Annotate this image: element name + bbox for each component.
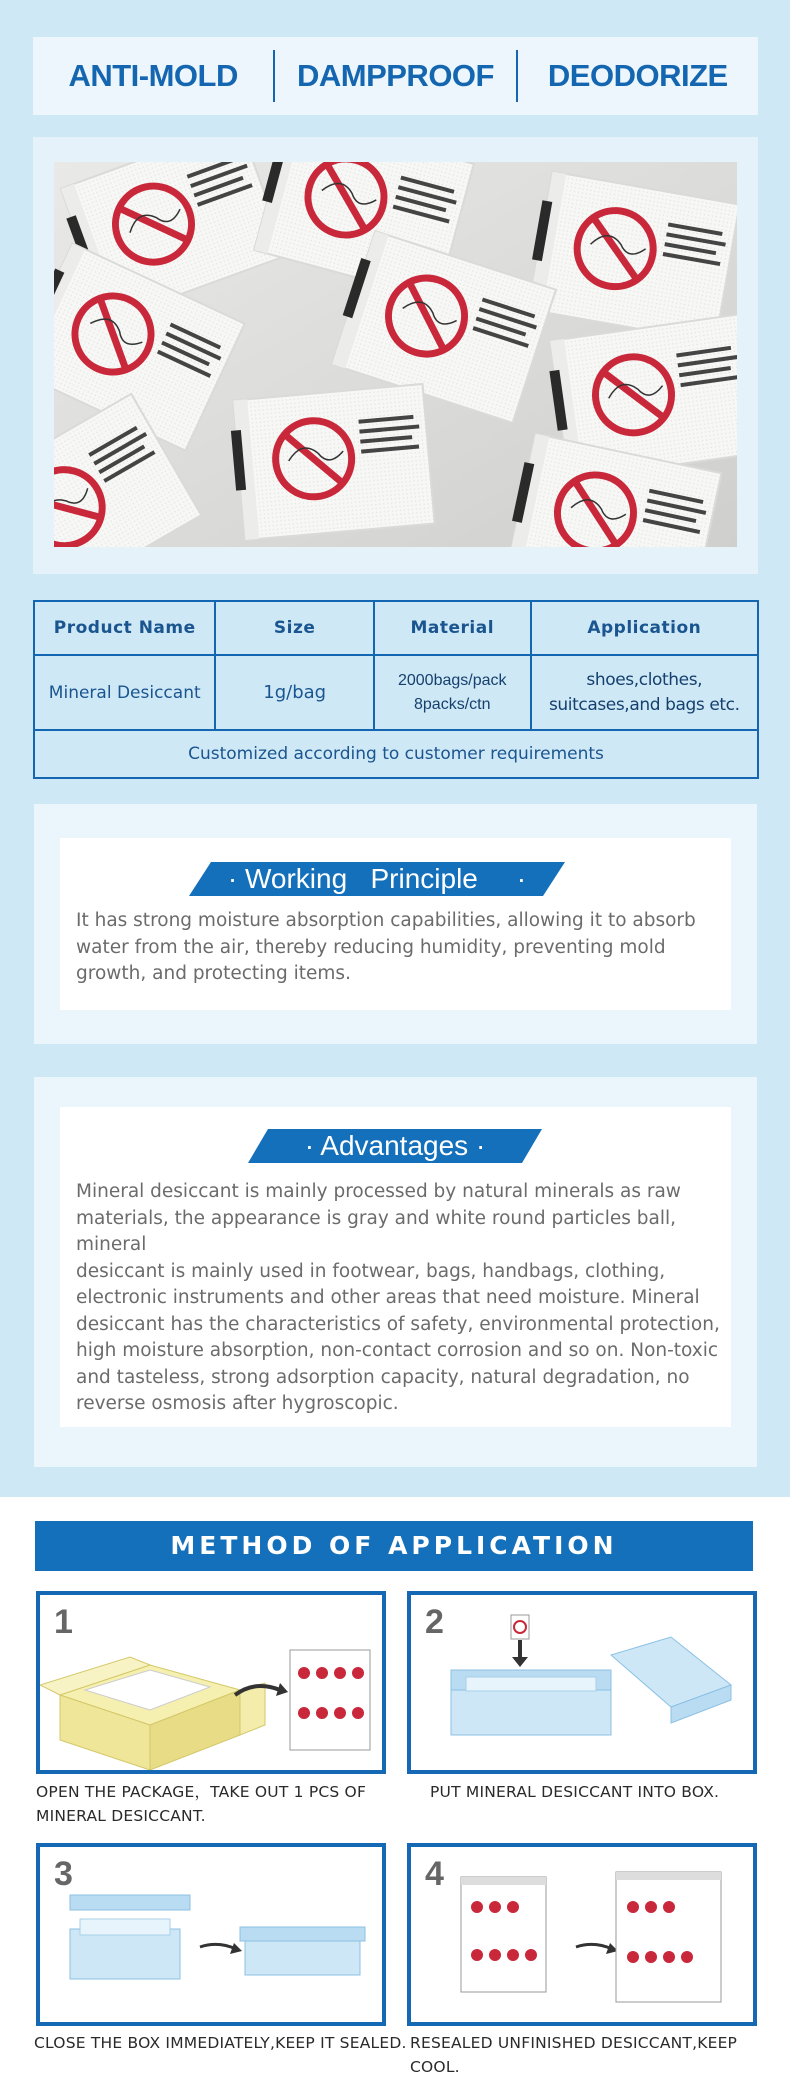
table-row (34, 655, 758, 730)
step-number: 1 (54, 1603, 73, 1641)
text-line: growth, and protecting items. (76, 963, 351, 984)
caption-line: CLOSE THE BOX IMMEDIATELY,KEEP IT SEALED. (34, 2034, 407, 2052)
caption-line: PUT MINERAL DESICCANT INTO BOX. (430, 1783, 720, 1801)
cell-product-name: Mineral Desiccant (34, 655, 215, 730)
step-3-box (36, 1843, 386, 2026)
feature-banner (33, 37, 758, 115)
step-2-box (407, 1591, 757, 1774)
working-principle-title-text: · Working Principle · (227, 863, 527, 894)
reseal-bag-illustration (411, 1847, 753, 2022)
put-into-box-illustration (411, 1595, 753, 1770)
text-line: high moisture absorption, non-contact corrosion and so on. Non-toxic (76, 1340, 719, 1361)
step-3-caption (34, 2031, 407, 2055)
text-line: It has strong moisture absorption capabilities, allowing it to absorb (76, 910, 696, 931)
open-package-illustration (40, 1595, 382, 1770)
working-principle-card (60, 838, 731, 1010)
table-footer-row (34, 730, 758, 778)
table-header-row (34, 601, 758, 655)
text-line: desiccant is mainly used in footwear, bags, handbags, clothing, (76, 1260, 666, 1282)
application-line-1: shoes,clothes, (586, 669, 703, 690)
text-line: and tasteless, strong adsorption capacity, natural degradation, no (76, 1366, 690, 1388)
text-line: desiccant has the characteristics of safety, environmental protection, (76, 1313, 720, 1335)
header-application: Application (531, 601, 758, 655)
working-principle-section (34, 804, 757, 1044)
step-number: 3 (54, 1855, 73, 1893)
step-1-box (36, 1591, 386, 1774)
feature-dampproof: DAMPPROOF (296, 58, 494, 93)
advantages-title (248, 1129, 542, 1163)
caption-line: MINERAL DESICCANT. (36, 1807, 206, 1825)
cell-application (531, 655, 758, 730)
close-box-illustration (40, 1847, 382, 2022)
spec-table (33, 600, 759, 779)
feature-anti-mold: ANTI-MOLD (68, 58, 238, 93)
text-line: reverse osmosis after hygroscopic. (76, 1393, 399, 1414)
text-line: electronic instruments and other areas that need moisture. Mineral (76, 1287, 700, 1308)
working-principle-text (76, 908, 726, 988)
step-number: 2 (425, 1603, 444, 1641)
caption-line: OPEN THE PACKAGE，TAKE OUT 1 PCS OF (36, 1783, 367, 1801)
advantages-section (34, 1077, 757, 1467)
header-material: Material (374, 601, 531, 655)
photo-frame (33, 137, 758, 574)
header-size: Size (215, 601, 373, 655)
customization-note: Customized according to customer requirements (34, 730, 758, 778)
material-line-2: 8packs/ctn (414, 695, 491, 713)
cell-material (374, 655, 531, 730)
step-number: 4 (425, 1855, 444, 1893)
text-line: materials, the appearance is gray and white round particles ball, mineral (76, 1207, 676, 1255)
advantages-card (60, 1107, 731, 1427)
header-product-name: Product Name (34, 601, 215, 655)
advantages-text (76, 1179, 726, 1418)
desiccant-sachets-photo (54, 162, 737, 547)
cell-size: 1g/bag (215, 655, 373, 730)
step-1-caption (36, 1780, 366, 1828)
text-line: water from the air, thereby reducing humidity, preventing mold (76, 936, 666, 958)
caption-line: RESEALED UNFINISHED DESICCANT,KEEP COOL. (410, 2034, 738, 2076)
material-line-1: 2000bags/pack (397, 671, 507, 689)
feature-deodorize: DEODORIZE (547, 58, 728, 93)
application-line-2: suitcases,and bags etc. (548, 694, 740, 715)
step-2-caption (430, 1780, 719, 1804)
text-line: Mineral desiccant is mainly processed by natural minerals as raw (76, 1181, 681, 1202)
advantages-title-text: · Advantages · (304, 1130, 486, 1161)
step-4-caption (410, 2031, 790, 2079)
method-of-application-header: METHOD OF APPLICATION (35, 1521, 753, 1571)
working-principle-title (189, 862, 565, 896)
step-4-box (407, 1843, 757, 2026)
